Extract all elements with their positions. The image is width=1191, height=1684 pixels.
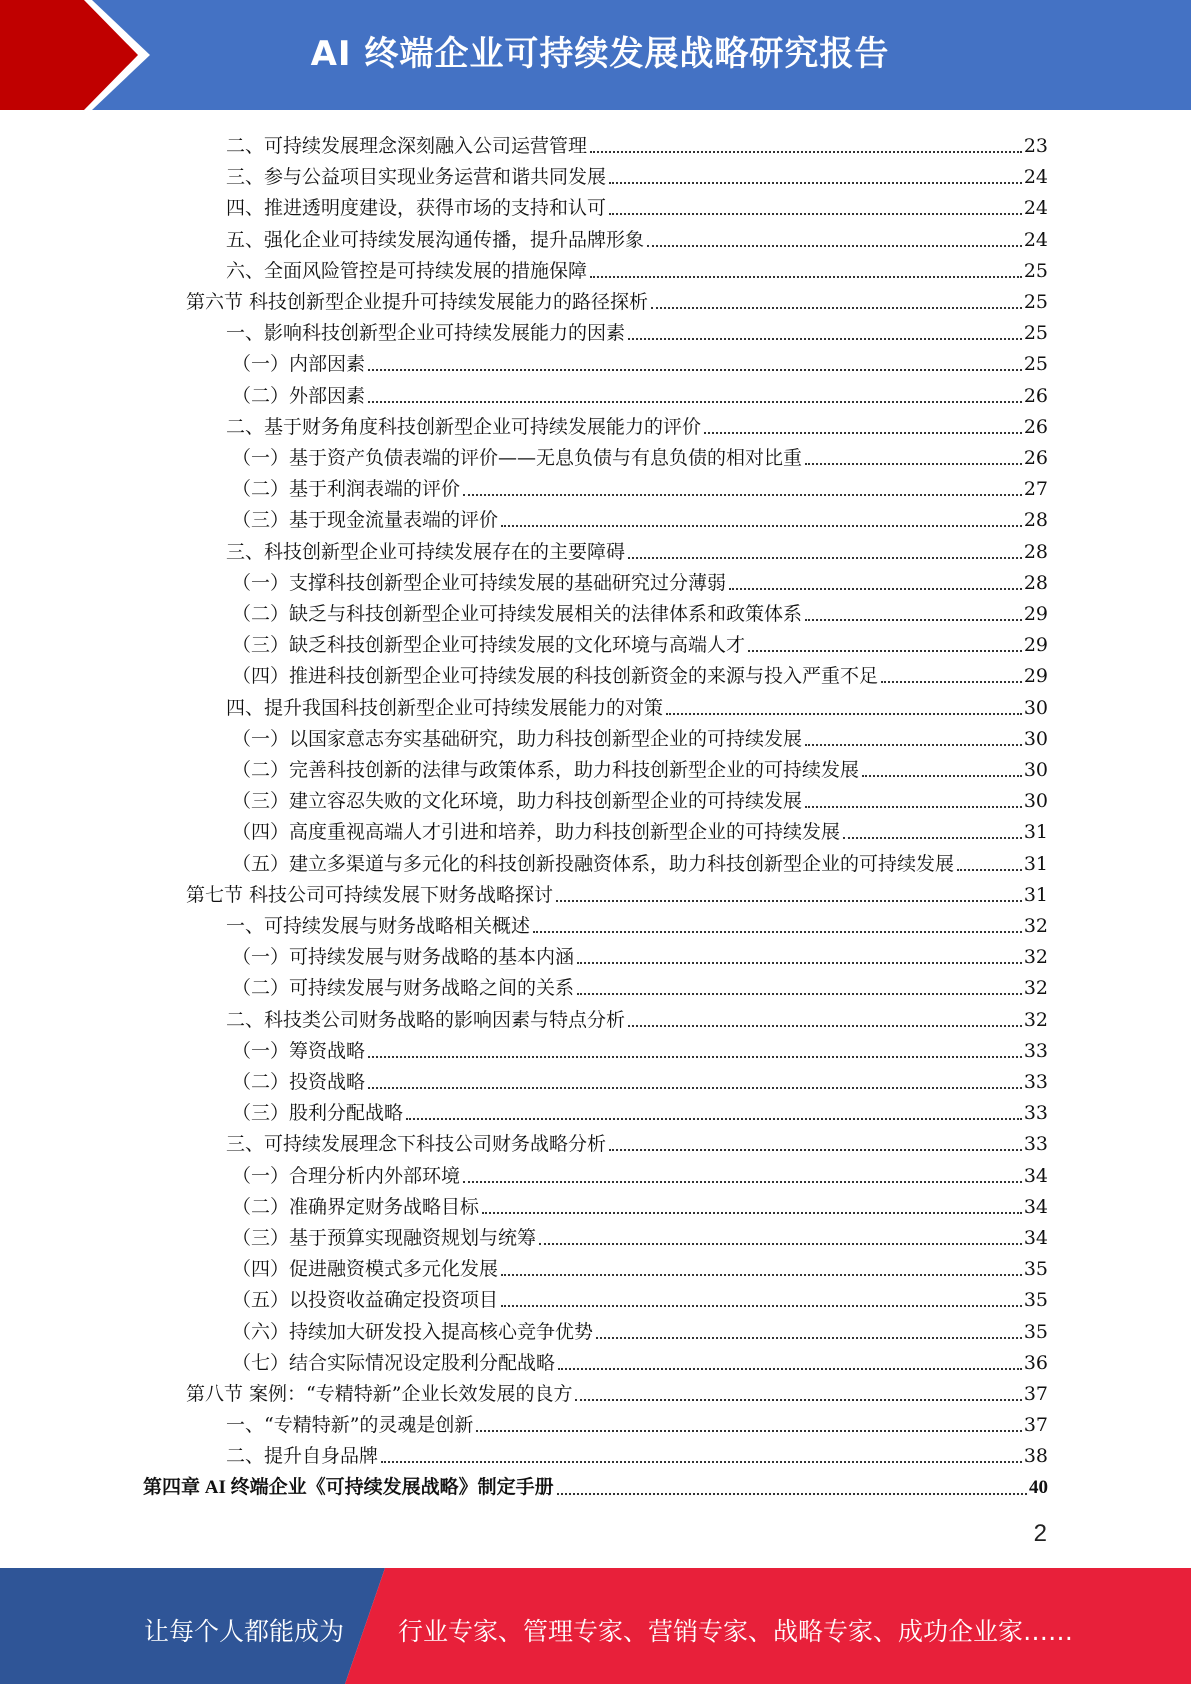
toc-entry[interactable] bbox=[232, 440, 1048, 471]
toc-entry-title: （四）高度重视高端人才引进和培养，助力科技创新型企业的可持续发展 bbox=[232, 821, 841, 844]
toc-entry-page: 40 bbox=[1029, 1476, 1048, 1498]
toc-entry[interactable] bbox=[226, 159, 1048, 190]
toc-entry-page: 31 bbox=[1023, 852, 1048, 875]
toc-entry-page: 34 bbox=[1023, 1164, 1048, 1187]
toc-entry-title: （二）外部因素 bbox=[232, 384, 366, 407]
toc-entry-page: 32 bbox=[1023, 977, 1048, 1000]
toc-entry-page: 34 bbox=[1023, 1195, 1048, 1218]
toc-entry-page: 34 bbox=[1023, 1227, 1048, 1249]
toc-entry[interactable] bbox=[232, 346, 1048, 377]
toc-dot-leader bbox=[539, 1217, 1022, 1245]
toc-entry-title: （五）以投资收益确定投资项目 bbox=[232, 1289, 499, 1312]
toc-dot-leader bbox=[704, 406, 1022, 434]
toc-entry[interactable] bbox=[232, 1251, 1048, 1282]
toc-entry-page: 30 bbox=[1023, 790, 1048, 813]
toc-dot-leader bbox=[628, 531, 1022, 559]
toc-entry-title: （三）股利分配战略 bbox=[232, 1102, 404, 1125]
toc-entry[interactable] bbox=[232, 1345, 1048, 1376]
toc-entry-page: 26 bbox=[1023, 447, 1048, 469]
toc-entry-title: 二、可持续发展理念深刻融入公司运营管理 bbox=[226, 135, 588, 157]
toc-entry[interactable] bbox=[186, 1376, 1048, 1407]
toc-entry[interactable] bbox=[232, 378, 1048, 409]
toc-entry-page: 30 bbox=[1023, 759, 1048, 781]
toc-dot-leader bbox=[556, 874, 1022, 902]
toc-dot-leader bbox=[805, 437, 1022, 465]
toc-entry-page: 24 bbox=[1023, 228, 1048, 251]
toc-entry[interactable] bbox=[232, 1033, 1048, 1064]
toc-dot-leader bbox=[463, 1155, 1022, 1183]
toc-entry[interactable] bbox=[232, 752, 1048, 783]
toc-entry-title: 第七节 科技公司可持续发展下财务战略探讨 bbox=[186, 883, 554, 906]
toc-entry[interactable] bbox=[226, 409, 1048, 440]
toc-entry-title: 第八节 案例：“专精特新”企业长效发展的良方 bbox=[186, 1383, 573, 1405]
toc-entry[interactable] bbox=[143, 1470, 1048, 1501]
toc-dot-leader bbox=[463, 468, 1022, 496]
toc-entry-page: 31 bbox=[1023, 821, 1048, 844]
toc-entry-title: （二）可持续发展与财务战略之间的关系 bbox=[232, 977, 575, 1000]
toc-dot-leader bbox=[577, 936, 1022, 964]
toc-entry[interactable] bbox=[232, 1189, 1048, 1220]
toc-dot-leader bbox=[805, 593, 1022, 621]
toc-entry-page: 25 bbox=[1023, 259, 1048, 282]
toc-dot-leader bbox=[476, 1404, 1021, 1432]
toc-entry-page: 33 bbox=[1023, 1071, 1048, 1093]
toc-entry[interactable] bbox=[232, 1095, 1048, 1126]
toc-dot-leader bbox=[647, 219, 1022, 247]
toc-dot-leader bbox=[368, 375, 1022, 403]
toc-entry-title: （七）结合实际情况设定股利分配战略 bbox=[232, 1351, 556, 1374]
toc-entry-title: （四）推进科技创新型企业可持续发展的科技创新资金的来源与投入严重不足 bbox=[232, 665, 879, 688]
toc-dot-leader bbox=[862, 749, 1022, 777]
toc-entry-page: 33 bbox=[1023, 1102, 1048, 1125]
toc-entry-title: 二、基于财务角度科技创新型企业可持续发展能力的评价 bbox=[226, 415, 702, 438]
toc-entry[interactable] bbox=[226, 253, 1048, 284]
toc-entry-page: 38 bbox=[1023, 1445, 1048, 1468]
toc-entry-title: （二）准确界定财务战略目标 bbox=[232, 1195, 480, 1218]
toc-entry-page: 32 bbox=[1023, 915, 1048, 937]
toc-entry-title: 第六节 科技创新型企业提升可持续发展能力的路径探析 bbox=[186, 291, 649, 313]
toc-entry-title: （一）合理分析内外部环境 bbox=[232, 1164, 461, 1187]
toc-entry[interactable] bbox=[232, 783, 1048, 814]
toc-entry-page: 25 bbox=[1023, 322, 1048, 345]
toc-entry-title: （六）持续加大研发投入提高核心竞争优势 bbox=[232, 1320, 594, 1343]
toc-entry-title: 六、全面风险管控是可持续发展的措施保障 bbox=[226, 259, 588, 282]
toc-entry-title: 一、“专精特新”的灵魂是创新 bbox=[226, 1414, 474, 1437]
toc-entry-title: （五）建立多渠道与多元化的科技创新投融资体系，助力科技创新型企业的可持续发展 bbox=[232, 852, 955, 875]
toc-entry-page: 29 bbox=[1023, 603, 1048, 625]
toc-entry-page: 30 bbox=[1023, 727, 1048, 750]
toc-entry-title: （一）筹资战略 bbox=[232, 1039, 366, 1062]
toc-entry[interactable] bbox=[232, 721, 1048, 752]
toc-entry-title: （三）基于现金流量表端的评价 bbox=[232, 509, 499, 532]
toc-entry-page: 25 bbox=[1023, 353, 1048, 376]
toc-entry[interactable] bbox=[232, 846, 1048, 877]
toc-dot-leader bbox=[748, 624, 1022, 652]
toc-entry-title: 三、科技创新型企业可持续发展存在的主要障碍 bbox=[226, 540, 626, 563]
toc-entry-title: （一）基于资产负债表端的评价——无息负债与有息负债的相对比重 bbox=[232, 447, 803, 469]
toc-dot-leader bbox=[533, 905, 1022, 933]
page-header bbox=[0, 0, 1191, 110]
toc-dot-leader bbox=[609, 187, 1022, 215]
toc-entry[interactable] bbox=[232, 1064, 1048, 1095]
toc-dot-leader bbox=[805, 718, 1022, 746]
toc-entry-title: 第四章 AI 终端企业《可持续发展战略》制定手册 bbox=[143, 1476, 554, 1498]
toc-entry[interactable] bbox=[226, 534, 1048, 565]
toc-entry[interactable] bbox=[226, 222, 1048, 253]
toc-dot-leader bbox=[729, 562, 1022, 590]
toc-entry-title: （二）缺乏与科技创新型企业可持续发展相关的法律体系和政策体系 bbox=[232, 603, 803, 625]
toc-entry[interactable] bbox=[232, 565, 1048, 596]
toc-entry-page: 29 bbox=[1023, 634, 1048, 657]
toc-dot-leader bbox=[381, 1435, 1022, 1463]
footer-slogan-left: 让每个人都能成为 bbox=[144, 1617, 345, 1646]
toc-entry-page: 37 bbox=[1023, 1414, 1048, 1437]
toc-entry[interactable] bbox=[226, 1407, 1048, 1438]
toc-entry-page: 26 bbox=[1023, 415, 1048, 438]
footer-slogan-right: 行业专家、管理专家、营销专家、战略专家、成功企业家…… bbox=[398, 1617, 1074, 1646]
toc-dot-leader bbox=[577, 967, 1022, 995]
toc-entry[interactable] bbox=[226, 1438, 1048, 1469]
toc-entry-title: （二）基于利润表端的评价 bbox=[232, 478, 461, 501]
page-footer bbox=[0, 1568, 1191, 1684]
toc-entry[interactable] bbox=[186, 284, 1048, 315]
toc-dot-leader bbox=[368, 1030, 1022, 1058]
toc-entry[interactable] bbox=[226, 1002, 1048, 1033]
toc-dot-leader bbox=[609, 156, 1022, 184]
toc-entry[interactable] bbox=[232, 814, 1048, 845]
toc-entry-page: 33 bbox=[1023, 1133, 1048, 1156]
toc-entry-title: （二）完善科技创新的法律与政策体系，助力科技创新型企业的可持续发展 bbox=[232, 759, 860, 781]
toc-dot-leader bbox=[482, 1186, 1022, 1214]
toc-dot-leader bbox=[628, 999, 1022, 1027]
toc-entry[interactable] bbox=[232, 970, 1048, 1001]
toc-entry[interactable] bbox=[232, 1158, 1048, 1189]
toc-entry[interactable] bbox=[232, 627, 1048, 658]
toc-dot-leader bbox=[666, 687, 1022, 715]
toc-entry-title: 二、科技类公司财务战略的影响因素与特点分析 bbox=[226, 1008, 626, 1031]
toc-entry-title: 一、可持续发展与财务战略相关概述 bbox=[226, 915, 531, 937]
toc-entry[interactable] bbox=[226, 128, 1048, 159]
toc-entry-page: 28 bbox=[1023, 571, 1048, 594]
toc-entry-title: （一）可持续发展与财务战略的基本内涵 bbox=[232, 946, 575, 969]
toc-entry[interactable] bbox=[232, 502, 1048, 533]
toc-entry-page: 31 bbox=[1023, 883, 1048, 906]
toc-dot-leader bbox=[501, 499, 1022, 527]
toc-entry[interactable] bbox=[232, 939, 1048, 970]
toc-entry-page: 35 bbox=[1023, 1258, 1048, 1281]
toc-dot-leader bbox=[368, 1061, 1022, 1089]
toc-dot-leader bbox=[609, 1123, 1022, 1151]
toc-dot-leader bbox=[590, 125, 1022, 153]
toc-entry-page: 30 bbox=[1023, 696, 1048, 719]
toc-entry-title: （三）缺乏科技创新型企业可持续发展的文化环境与高端人才 bbox=[232, 634, 746, 657]
toc-entry-page: 36 bbox=[1023, 1351, 1048, 1374]
toc-entry-page: 25 bbox=[1023, 291, 1048, 313]
toc-entry[interactable] bbox=[186, 877, 1048, 908]
toc-entry[interactable] bbox=[232, 1220, 1048, 1251]
toc-dot-leader bbox=[406, 1092, 1022, 1120]
toc-dot-leader bbox=[957, 843, 1022, 871]
toc-entry[interactable] bbox=[226, 315, 1048, 346]
toc-entry[interactable] bbox=[226, 690, 1048, 721]
toc-dot-leader bbox=[575, 1373, 1021, 1401]
toc-entry-page: 23 bbox=[1023, 135, 1048, 157]
header-arrow-decoration bbox=[0, 0, 150, 110]
toc-entry[interactable] bbox=[232, 1282, 1048, 1313]
toc-dot-leader bbox=[557, 1467, 1027, 1495]
toc-entry-page: 24 bbox=[1023, 197, 1048, 220]
toc-dot-leader bbox=[651, 281, 1022, 309]
toc-dot-leader bbox=[843, 811, 1022, 839]
toc-dot-leader bbox=[368, 343, 1022, 371]
toc-entry-title: （三）基于预算实现融资规划与统筹 bbox=[232, 1227, 537, 1249]
toc-entry-title: 五、强化企业可持续发展沟通传播，提升品牌形象 bbox=[226, 228, 645, 251]
toc-dot-leader bbox=[558, 1342, 1022, 1370]
toc-entry-page: 32 bbox=[1023, 1008, 1048, 1031]
toc-entry-page: 29 bbox=[1023, 665, 1048, 688]
page-number: 2 bbox=[1033, 1520, 1047, 1547]
toc-entry-title: 三、参与公益项目实现业务运营和谐共同发展 bbox=[226, 166, 607, 189]
toc-entry[interactable] bbox=[226, 908, 1048, 939]
toc-entry[interactable] bbox=[232, 1314, 1048, 1345]
toc-entry-title: （四）促进融资模式多元化发展 bbox=[232, 1258, 499, 1281]
toc-entry-title: 一、影响科技创新型企业可持续发展能力的因素 bbox=[226, 322, 626, 345]
toc-entry-page: 35 bbox=[1023, 1320, 1048, 1343]
toc-dot-leader bbox=[590, 250, 1022, 278]
toc-entry-title: （一）支撑科技创新型企业可持续发展的基础研究过分薄弱 bbox=[232, 571, 727, 594]
toc-entry[interactable] bbox=[232, 471, 1048, 502]
toc-dot-leader bbox=[881, 655, 1022, 683]
toc-dot-leader bbox=[805, 780, 1022, 808]
toc-dot-leader bbox=[501, 1248, 1022, 1276]
toc-dot-leader bbox=[628, 312, 1022, 340]
toc-entry[interactable] bbox=[226, 1126, 1048, 1157]
toc-entry-title: 四、推进透明度建设，获得市场的支持和认可 bbox=[226, 197, 607, 220]
toc-entry[interactable] bbox=[232, 658, 1048, 689]
toc-entry-title: （一）以国家意志夯实基础研究，助力科技创新型企业的可持续发展 bbox=[232, 727, 803, 750]
toc-entry-page: 37 bbox=[1023, 1383, 1048, 1405]
toc-entry-page: 27 bbox=[1023, 478, 1048, 501]
toc-entry-title: （三）建立容忍失败的文化环境，助力科技创新型企业的可持续发展 bbox=[232, 790, 803, 813]
toc-entry[interactable] bbox=[226, 190, 1048, 221]
toc-entry-page: 28 bbox=[1023, 509, 1048, 532]
toc-entry[interactable] bbox=[232, 596, 1048, 627]
toc-dot-leader bbox=[596, 1311, 1022, 1339]
toc-dot-leader bbox=[501, 1279, 1022, 1307]
toc-entry-page: 26 bbox=[1023, 384, 1048, 407]
toc-entry-title: （一）内部因素 bbox=[232, 353, 366, 376]
toc-entry-title: 三、可持续发展理念下科技公司财务战略分析 bbox=[226, 1133, 607, 1156]
toc-entry-title: （二）投资战略 bbox=[232, 1071, 366, 1093]
toc-entry-title: 四、提升我国科技创新型企业可持续发展能力的对策 bbox=[226, 696, 664, 719]
toc-entry-page: 35 bbox=[1023, 1289, 1048, 1312]
toc-entry-page: 32 bbox=[1023, 946, 1048, 969]
toc-entry-page: 33 bbox=[1023, 1039, 1048, 1062]
toc-entry-page: 24 bbox=[1023, 166, 1048, 189]
report-title: AI 终端企业可持续发展战略研究报告 bbox=[310, 34, 890, 74]
toc-entry-page: 28 bbox=[1023, 540, 1048, 563]
toc-entry-title: 二、提升自身品牌 bbox=[226, 1445, 379, 1468]
